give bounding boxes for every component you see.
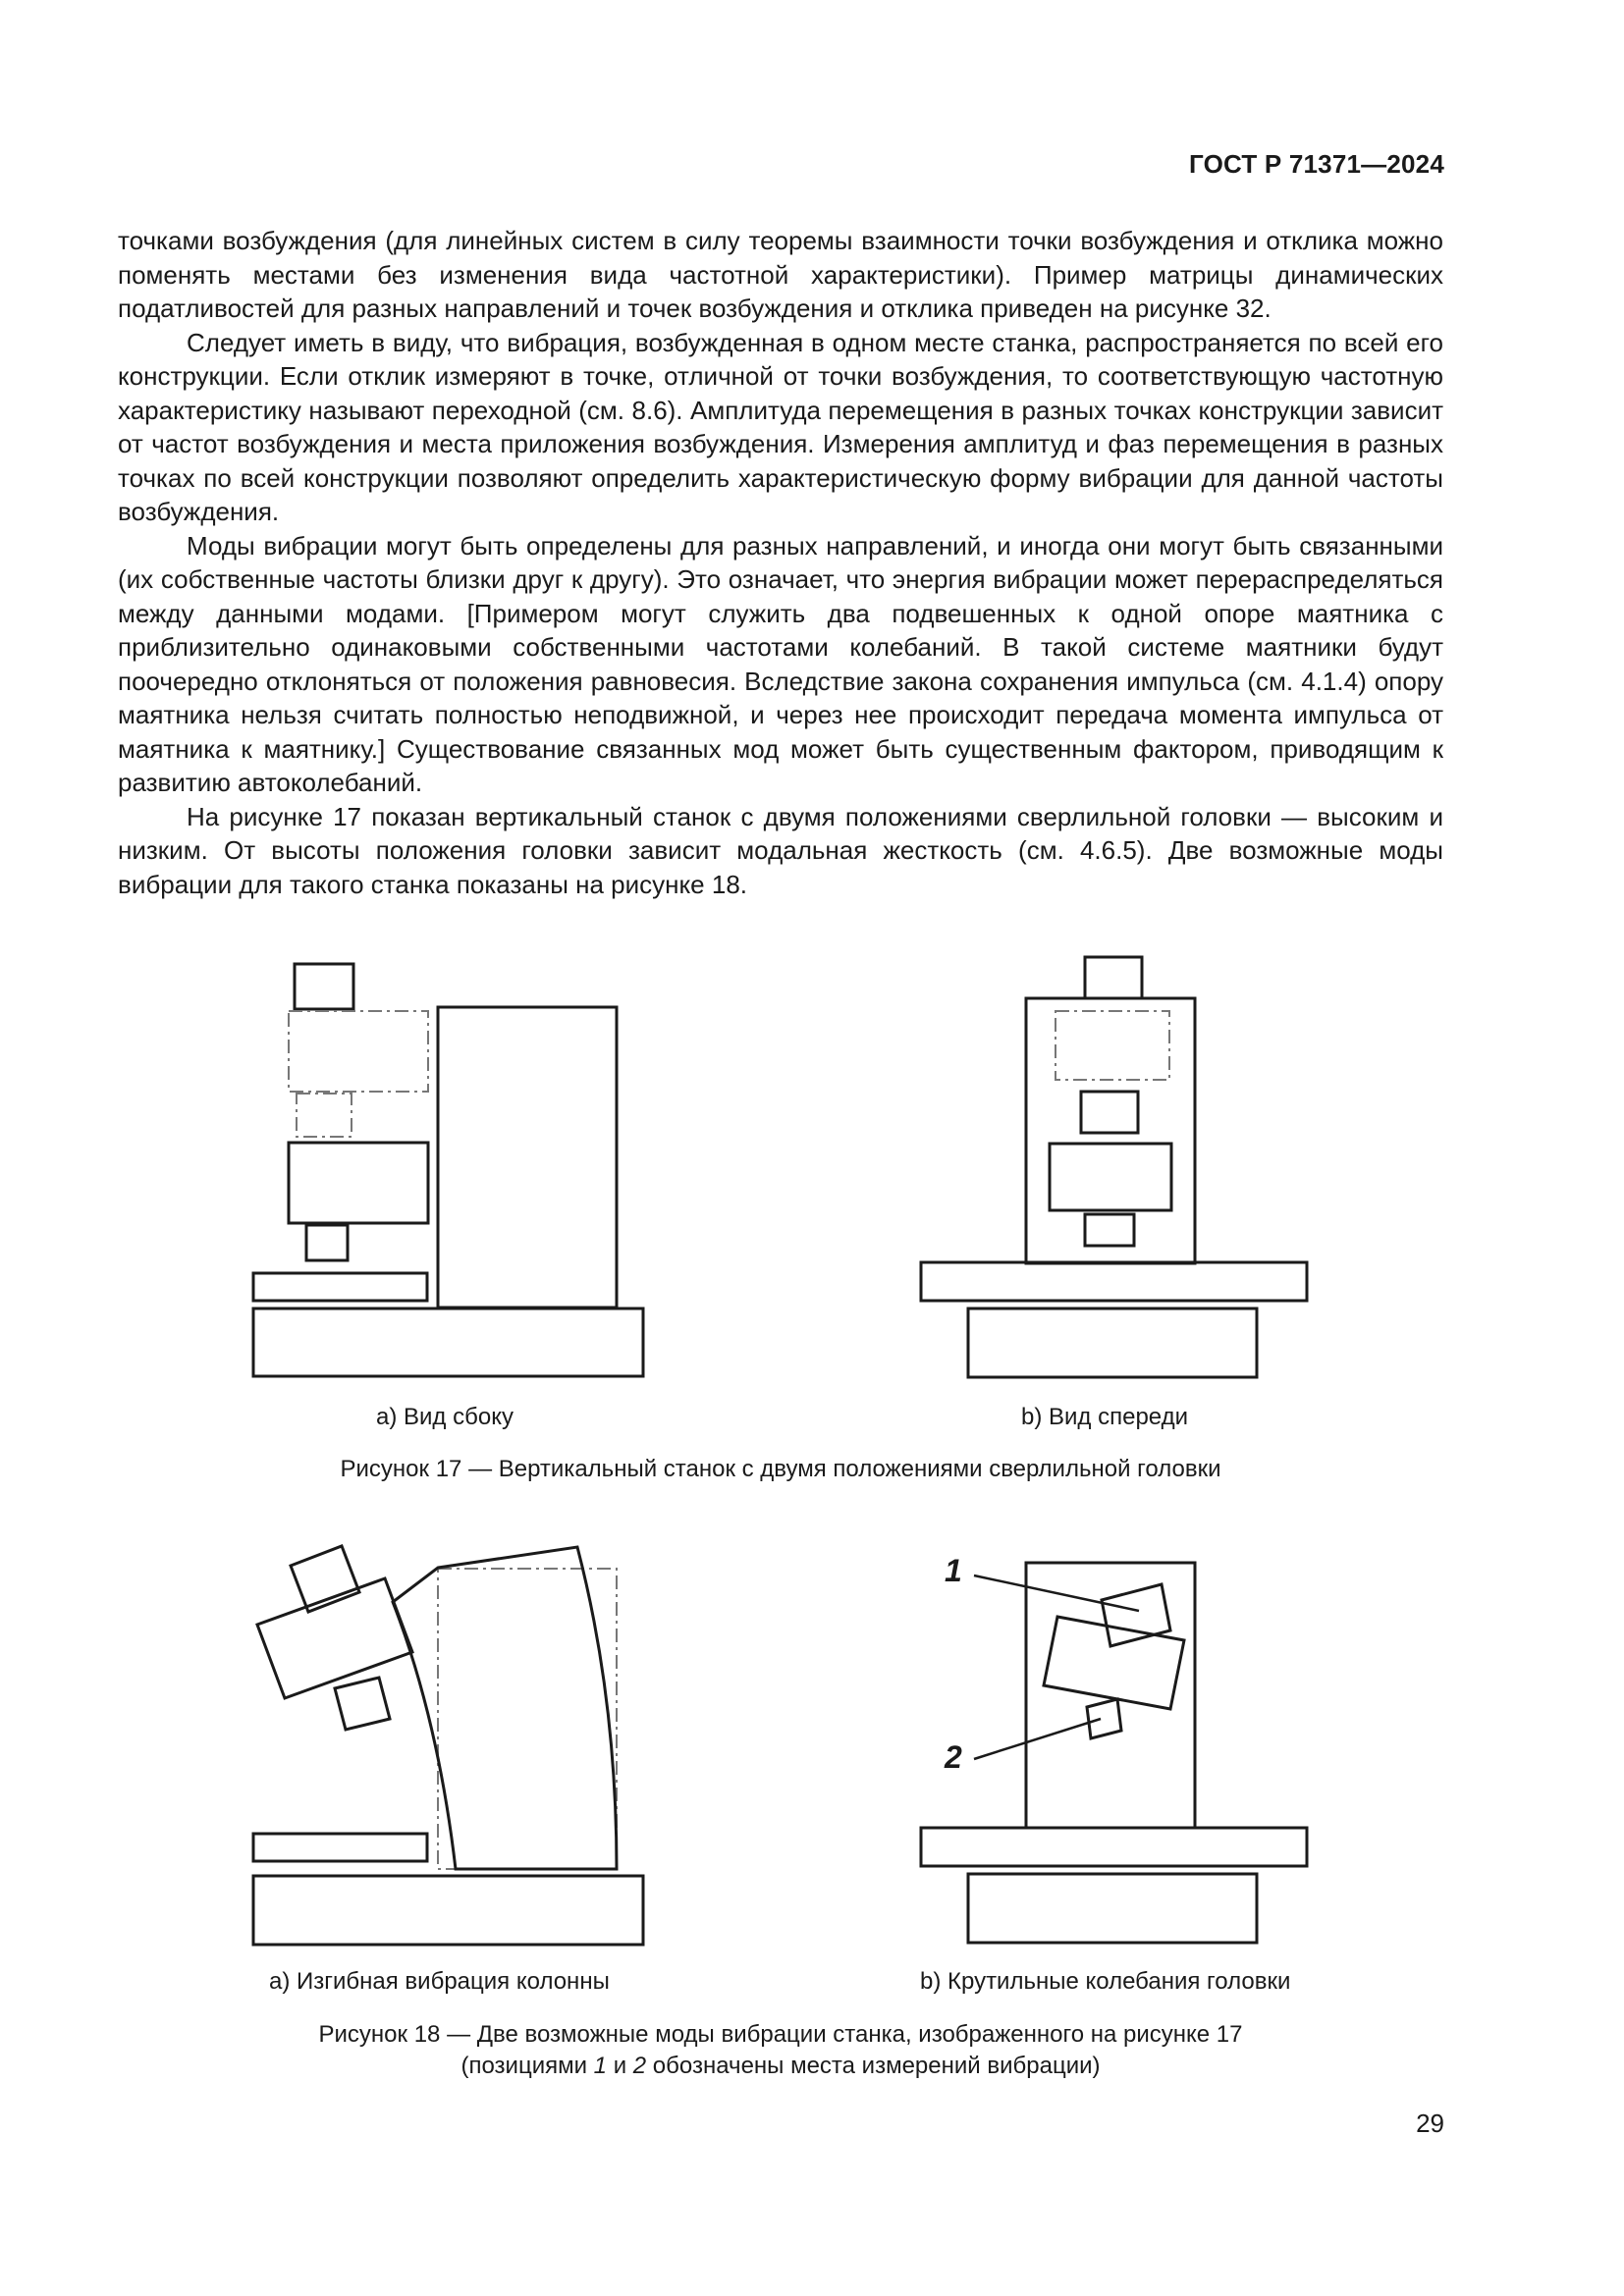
headstock-high-ghost	[289, 1011, 428, 1092]
worktable	[921, 1828, 1307, 1866]
figure-17b-front-view-drawing	[913, 947, 1316, 1384]
worktable	[253, 1834, 427, 1861]
figure-18-title	[118, 2019, 1443, 2082]
motor	[1085, 957, 1142, 998]
headstock-low	[289, 1143, 428, 1223]
measurement-point-marker-2: 2	[945, 1739, 962, 1775]
base	[253, 1876, 643, 1945]
column-rest-ghost	[438, 1569, 617, 1869]
figure-17b-caption: b) Вид спереди	[1021, 1404, 1189, 1430]
paragraph-2: Следует иметь в виду, что вибрация, возбужденная в одном месте станка, распространяется по всей его конструкции. Если отклик измеряют в точке, отличной от точки возбуждения, то соответствующую частотную характеристику называют переходной (см. 8.6). Амплитуда перемещения в разных точках конструкции зависит от частот возбуждения и места приложения возбуждения. Измерения амплитуд и фаз перемещения в разных точках по всей конструкции позволяют определить характеристическую форму вибрации для данной частоты возбуждения.	[118, 327, 1443, 526]
column	[1026, 1563, 1195, 1828]
spindle-rotated	[1087, 1699, 1121, 1738]
base	[253, 1308, 643, 1376]
figure-18a-bending-drawing	[245, 1531, 658, 1953]
headstock-rotated	[1044, 1617, 1184, 1709]
figure-18-title-line1: Рисунок 18 — Две возможные моды вибрации станка, изображенного на рисунке 17	[318, 2021, 1243, 2048]
figure-17a-side-view-drawing	[245, 952, 658, 1384]
spindle-high	[1081, 1092, 1138, 1133]
motor-high	[295, 964, 353, 1009]
figure-18b-caption: b) Крутильные колебания головки	[920, 1968, 1291, 1995]
worktable	[253, 1273, 427, 1301]
headstock-high-ghost	[1056, 1011, 1169, 1080]
spindle-high-ghost	[297, 1094, 352, 1137]
column-bent	[393, 1547, 617, 1869]
worktable	[921, 1262, 1307, 1301]
headstock-tilted	[257, 1578, 412, 1698]
body-text	[118, 224, 1443, 901]
figure-18-title-line2: (позициями 1 и 2 обозначены места измерений вибрации)	[460, 2053, 1101, 2079]
headstock-low	[1050, 1144, 1171, 1210]
document-code-header: ГОСТ Р 71371—2024	[1189, 149, 1444, 179]
callout-line-2	[974, 1719, 1101, 1759]
figure-17-title: Рисунок 17 — Вертикальный станок с двумя положениями сверлильной головки	[340, 1456, 1221, 1482]
paragraph-4: На рисунке 17 показан вертикальный станок с двумя положениями сверлильной головки — высоким и низким. От высоты положения головки зависит модальная жесткость (см. 4.6.5). Две возможные моды вибрации для такого станка показаны на рисунке 18.	[118, 801, 1443, 899]
figure-17a-caption: a) Вид сбоку	[376, 1404, 514, 1430]
callout-line-1	[974, 1575, 1139, 1611]
figure-18a-caption: a) Изгибная вибрация колонны	[269, 1968, 610, 1995]
figure-18b-torsion-drawing	[913, 1551, 1316, 1953]
spindle-low	[306, 1225, 348, 1260]
paragraph-1: точками возбуждения (для линейных систем в силу теоремы взаимности точки возбуждения и отклика можно поменять местами без изменения вида частотной характеристики). Пример матрицы динамических податливостей для разных направлений и точек возбуждения и отклика приведен на рисунке 32.	[118, 226, 1443, 323]
base	[968, 1874, 1257, 1943]
motor-tilted	[291, 1546, 359, 1612]
spindle-low	[1085, 1214, 1134, 1246]
base	[968, 1308, 1257, 1377]
page-number: 29	[1416, 2109, 1444, 2138]
spindle-tilted	[335, 1678, 390, 1730]
measurement-point-marker-1: 1	[945, 1553, 962, 1588]
paragraph-3: Моды вибрации могут быть определены для разных направлений, и иногда они могут быть связанными (их собственные частоты близки друг к другу). Это означает, что энергия вибрации может перераспределяться между данными модами. [Примером могут служить два подвешенных к одной опоре маятника с приблизительно одинаковыми собственными частотами колебаний. В такой системе маятники будут поочередно отклоняться от положения равновесия. Вследствие закона сохранения импульса (см. 4.1.4) опору маятника нельзя считать полностью неподвижной, и через нее происходит передача момента импульса от маятника к маятнику.] Существование связанных мод может быть существенным фактором, приводящим к развитию автоколебаний.	[118, 530, 1443, 797]
column	[438, 1007, 617, 1308]
